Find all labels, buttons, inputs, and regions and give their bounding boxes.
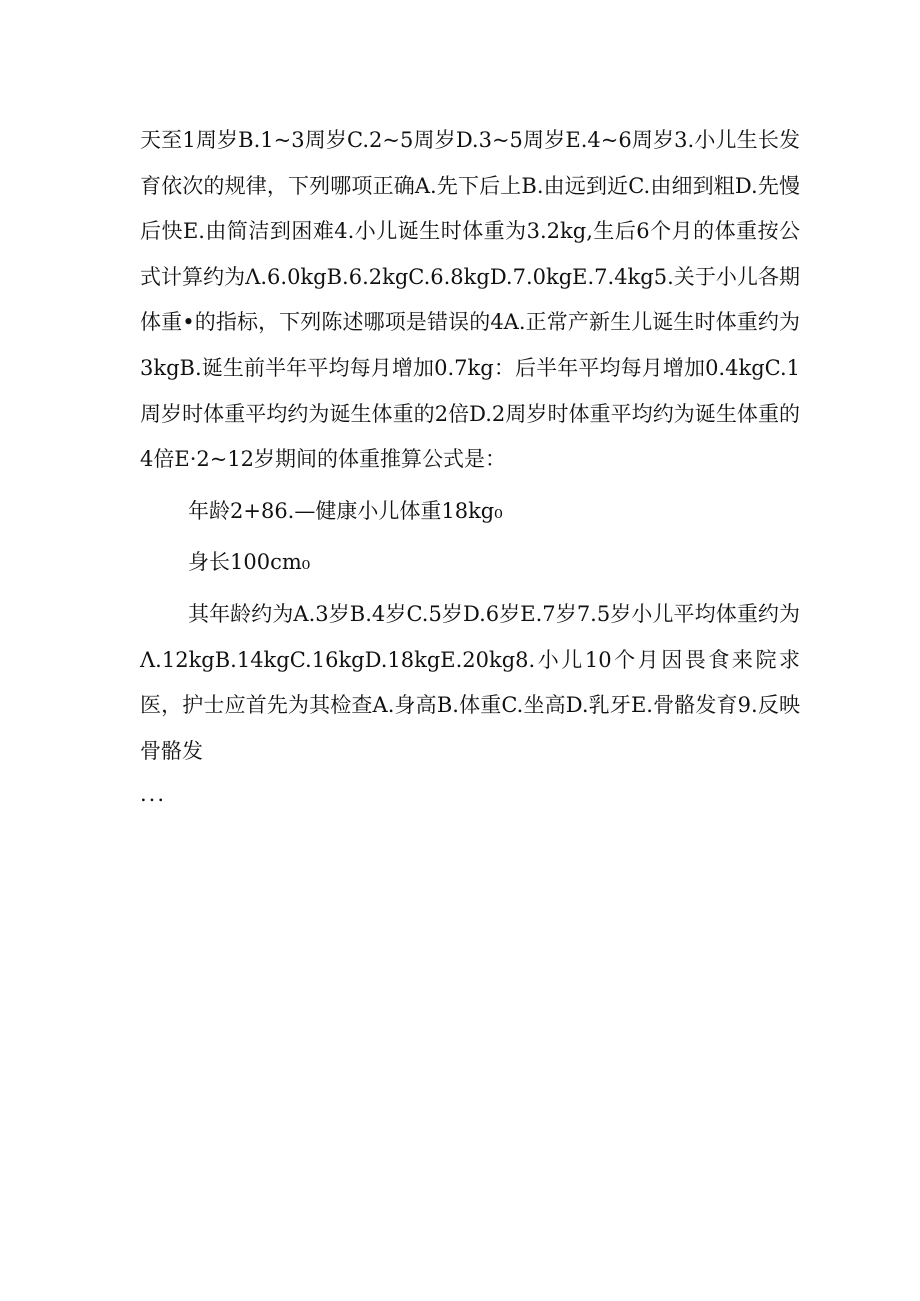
paragraph-height: 身长100cm₀ [188,550,311,575]
paragraph-questions-2: 其年龄约为A.3岁B.4岁C.5岁D.6岁E.7岁7.5岁小儿平均体重约为Λ.12kgB.14kgC.16kgD.18kgE.20kg8.小儿10个月因畏食来院求医，护士应首先为其检查A.身高B.体重C.坐高D.乳牙E.骨骼发育9.反映骨骼发 [140,601,800,763]
document-body [140,118,800,814]
paragraph-questions-1: 天至1周岁B.1~3周岁C.2~5周岁D.3~5周岁E.4~6周岁3.小儿生长发育依次的规律，下列哪项正确A.先下后上B.由远到近C.由细到粗D.先慢后快E.由简洁到困难4.小儿诞生时体重为3.2kg,生后6个月的体重按公式计算约为Λ.6.0kgB.6.2kgC.6.8kgD.7.0kgE.7.4kg5.关于小儿各期体重•的指标，下列陈述哪项是错误的4A.正常产新生儿诞生时体重约为3kgB.诞生前半年平均每月增加0.7kg：后半年平均每月增加0.4kgC.1周岁时体重平均约为诞生体重的2倍D.2周岁时体重平均约为诞生体重的4倍E·2~12岁期间的体重推算公式是： [140,128,800,472]
continuation-ellipsis: ... [140,782,167,807]
paragraph-formula: 年龄2+86.—健康小儿体重18kg₀ [188,498,503,523]
